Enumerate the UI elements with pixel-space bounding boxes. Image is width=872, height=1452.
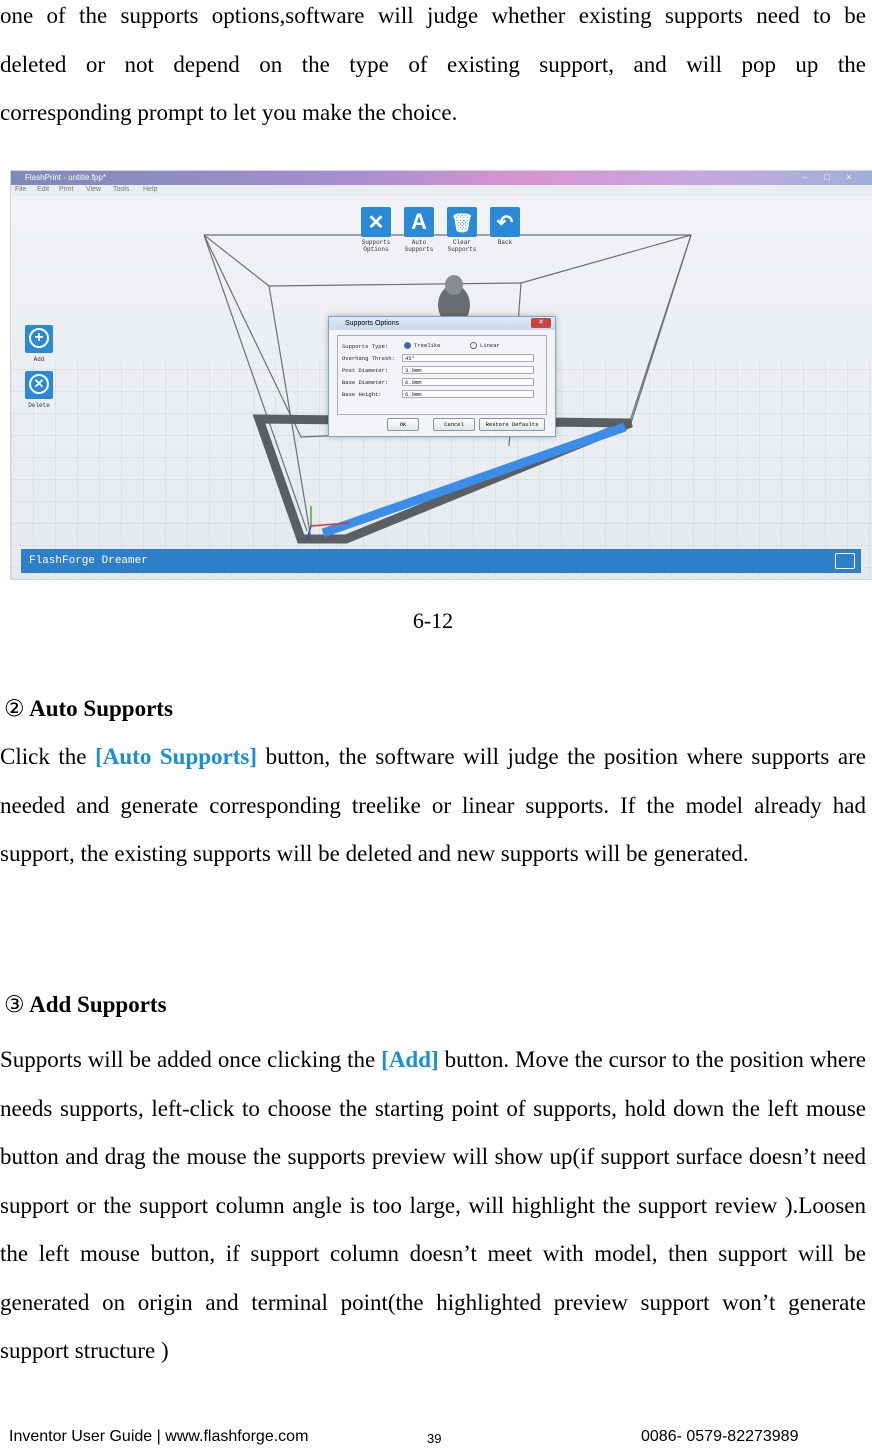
intro-line-3: corresponding prompt to let you make the choice.: [0, 100, 458, 125]
radio-linear[interactable]: Linear: [470, 342, 500, 349]
overhang-field[interactable]: 45°: [402, 354, 534, 362]
auto-supports-paragraph: [0, 733, 866, 879]
monitor-icon[interactable]: [835, 553, 855, 569]
wrench-screwdriver-icon: ✕: [367, 212, 385, 234]
restore-defaults-button[interactable]: Restore Defaults: [479, 418, 545, 431]
back-label: Back: [497, 239, 513, 246]
auto-supports-button[interactable]: [404, 207, 434, 237]
menu-print[interactable]: Print: [59, 186, 74, 193]
clear-supports-button[interactable]: [447, 207, 477, 237]
menu-tools[interactable]: Tools: [113, 186, 130, 193]
page-footer: [9, 1428, 869, 1452]
section-title: Add Supports: [29, 992, 167, 1017]
status-text: FlashForge Dreamer: [29, 555, 148, 567]
circled-3-marker: ③: [4, 992, 25, 1018]
supports-options-label: Supports Options: [361, 239, 391, 253]
base-diameter-label: Base Diameter:: [342, 379, 389, 386]
auto-supports-label: Auto Supports: [404, 239, 434, 253]
flashprint-screenshot: [10, 170, 872, 580]
minimize-icon[interactable]: –: [802, 172, 808, 182]
paragraph-text: button, the software will judge the position where supports are needed and generate corresponding treelike or linear supports. If the model already had support, the existing supports will be deleted and new supports will be generated.: [0, 744, 866, 866]
dialog-titlebar: [329, 317, 555, 330]
dialog-title: Supports Options: [345, 320, 400, 327]
close-icon[interactable]: ×: [846, 172, 852, 182]
base-height-field[interactable]: 6.0mm: [402, 390, 534, 398]
dialog-fields: [337, 335, 547, 415]
status-bar: [21, 549, 861, 573]
supports-type-label: Supports Type:: [342, 343, 389, 350]
trash-icon: 🗑: [450, 213, 474, 233]
letter-a-icon: A: [411, 209, 427, 234]
base-height-label: Base Height:: [342, 391, 382, 398]
overhang-label: Overhang Thresh:: [342, 355, 395, 362]
figure-caption: 6-12: [412, 608, 454, 633]
post-diameter-field[interactable]: 3.0mm: [402, 366, 534, 374]
intro-line-1: one of the supports options,software will judge whether existing supports need to be: [0, 3, 866, 28]
delete-button[interactable]: [25, 371, 53, 399]
ok-button[interactable]: OK: [387, 418, 419, 431]
footer-phone: 0086- 0579-82273989: [641, 1428, 799, 1445]
post-diameter-label: Post Diameter:: [342, 367, 389, 374]
intro-line-2: deleted or not depend on the type of existing support, and will pop up the: [0, 51, 866, 77]
paragraph-text: button. Move the cursor to the position where needs supports, left-click to choose the starting point of supports, hold down the left mouse button and drag the mouse the supports preview will show up(if support surface doesn’t need support or the support column angle is too large, will highlight the support review ).Loosen the left mouse button, if support column doesn’t meet with model, then support will be generated on origin and terminal point(the highlighted preview support won’t generate support structure ): [0, 1047, 866, 1363]
cancel-button[interactable]: Cancel: [433, 418, 475, 431]
add-button[interactable]: [25, 325, 53, 353]
section-auto-supports-heading: [4, 696, 173, 722]
add-label: Add: [33, 356, 45, 363]
menu-file[interactable]: File: [15, 186, 27, 193]
add-link: [Add]: [381, 1047, 439, 1072]
paragraph-text: Supports will be added once clicking the: [0, 1047, 382, 1072]
base-diameter-field[interactable]: 6.0mm: [402, 378, 534, 386]
back-arrow-icon: ↶: [496, 212, 514, 234]
menu-help[interactable]: Help: [143, 186, 158, 193]
section-add-supports-heading: [4, 992, 167, 1018]
section-title: Auto Supports: [29, 696, 173, 721]
footer-left: Inventor User Guide | www.flashforge.com: [9, 1428, 309, 1445]
supports-options-button[interactable]: [361, 207, 391, 237]
page-number: 39: [427, 1431, 442, 1446]
intro-paragraph: [0, 0, 866, 138]
x-circle-icon: ✕: [29, 374, 49, 394]
maximize-icon[interactable]: □: [824, 172, 830, 182]
add-supports-paragraph: [0, 1036, 866, 1376]
clear-supports-label: Clear Supports: [447, 239, 477, 253]
circled-2-marker: ②: [4, 696, 25, 722]
auto-supports-link: [Auto Supports]: [95, 744, 258, 769]
back-button[interactable]: [490, 207, 520, 237]
paragraph-text: Click the: [0, 744, 96, 769]
delete-label: Delete: [28, 402, 50, 409]
radio-treelike[interactable]: Treelike: [404, 342, 440, 349]
dialog-close-icon[interactable]: ✕: [531, 318, 551, 328]
menu-view[interactable]: View: [86, 186, 102, 193]
window-title: FlashPrint - untitle.fpp*: [25, 173, 106, 182]
plus-circle-icon: +: [29, 328, 49, 348]
supports-options-dialog: [328, 316, 556, 437]
menu-edit[interactable]: Edit: [37, 186, 50, 193]
